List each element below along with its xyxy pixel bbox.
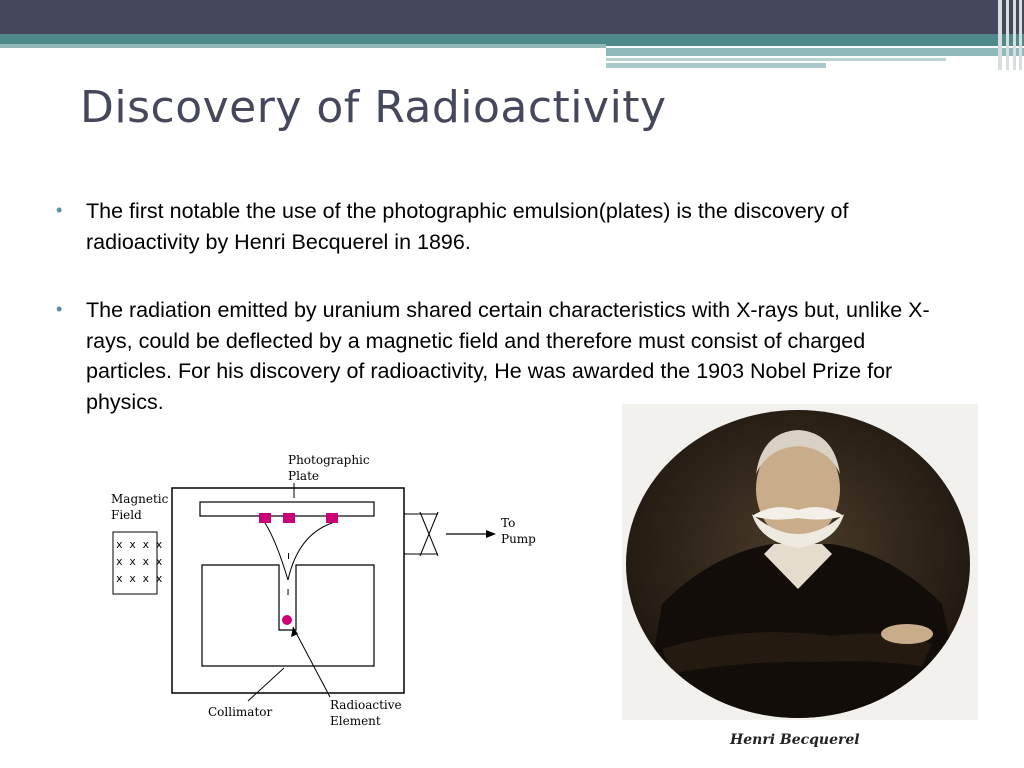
bullet-dot-icon: • xyxy=(56,200,63,220)
bullet-dot-icon: • xyxy=(56,299,63,319)
photographic-plate-label: Photographic xyxy=(288,453,370,467)
header-vertical-lines xyxy=(994,0,1024,70)
bullet-item xyxy=(56,196,956,257)
beam-curved-left xyxy=(265,523,288,580)
beam-straight xyxy=(288,523,289,595)
element-pointer xyxy=(293,627,330,697)
to-pump-label: To xyxy=(501,516,516,530)
header-dark-bar xyxy=(0,0,1024,34)
henri-becquerel-portrait xyxy=(622,404,978,720)
magnetic-field-row: x x x x xyxy=(116,538,163,551)
header-right-stripe xyxy=(606,48,1024,56)
header-right-short-stripe xyxy=(606,63,826,68)
radioactive-element-label: Radioactive xyxy=(330,698,402,712)
becquerel-experiment-diagram xyxy=(108,450,548,740)
pump-arrowhead xyxy=(486,530,496,538)
photographic-plate-label: Plate xyxy=(288,469,319,483)
magnetic-field-row: x x x x xyxy=(116,555,163,568)
exposure-mark xyxy=(259,513,271,523)
magnetic-field-label: Field xyxy=(111,508,142,522)
header-right-thin-stripe xyxy=(606,58,946,61)
header-light-stripe xyxy=(0,44,606,48)
bullet-text: The first notable the use of the photographic emulsion(plates) is the discovery of radioactivity by Henri Becquerel in 1896. xyxy=(86,199,849,254)
to-pump-label: Pump xyxy=(501,532,536,546)
bullet-item xyxy=(56,295,956,417)
portrait-caption: Henri Becquerel xyxy=(730,732,860,748)
bullet-text: The radiation emitted by uranium shared certain characteristics with X-rays but, unlike X-rays, could be deflected by a magnetic field and therefore must consist of charged particles. For his discovery of radioactivity, He was awarded the 1903 Nobel Prize for physics. xyxy=(86,298,930,414)
magnetic-field-label: Magnetic xyxy=(111,492,169,506)
radioactive-element xyxy=(282,615,292,625)
exposure-mark xyxy=(283,513,295,523)
radioactive-element-label: Element xyxy=(330,714,381,728)
slide-title: Discovery of Radioactivity xyxy=(80,82,667,133)
magnetic-field-row: x x x x xyxy=(116,572,163,585)
portrait-hand xyxy=(881,624,933,644)
collimator-pointer xyxy=(248,668,284,701)
beam-curved-right xyxy=(288,523,332,580)
collimator-label: Collimator xyxy=(208,705,273,719)
exposure-mark xyxy=(326,513,338,523)
